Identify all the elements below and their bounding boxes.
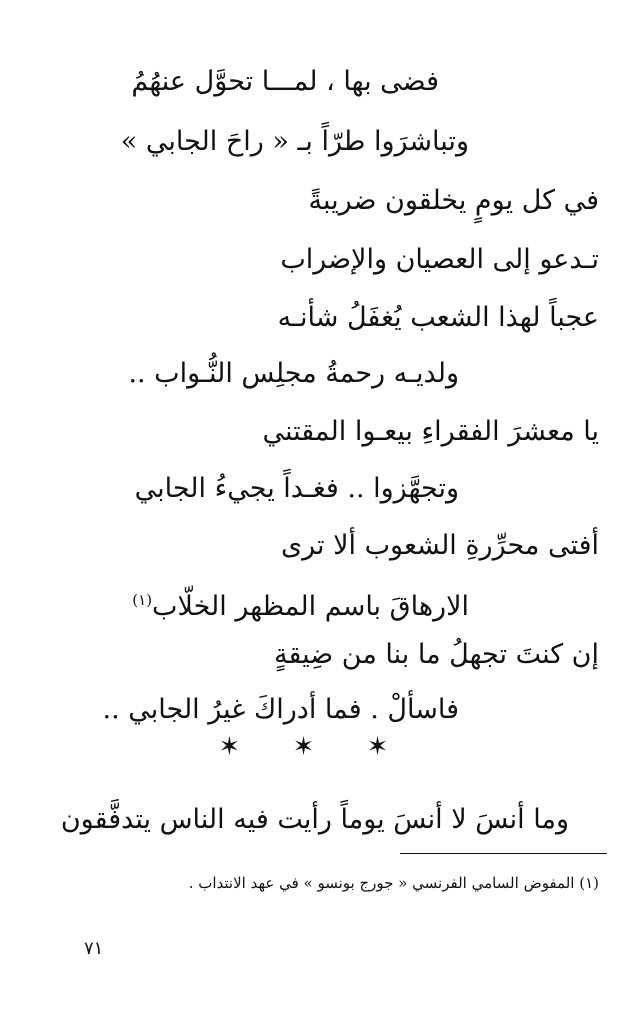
verse-line-1: فضى بها ، لمـــا تحوَّل عنهُمُ: [131, 66, 439, 97]
verse-line-2: وتباشرَوا طرّاً بـ « راحَ الجابي »: [120, 126, 469, 157]
verse-line-7: يا معشرَ الفقراءِ بيعـوا المقتني: [262, 416, 599, 447]
verse-line-10-text: الارهاقَ باسم المظهر الخلّاب: [152, 591, 469, 622]
footnote: (١) المفوض السامي الفرنسي « جورج بونسو » في عهد الانتداب .: [188, 874, 599, 892]
verse-line-8: وتجهَّزوا .. فغـداً يجيءُ الجابي: [134, 473, 459, 504]
verse-line-3: في كل يومٍ يخلقون ضريبةً: [308, 185, 599, 216]
prose-line: وما أنسَ لا أنسَ يوماً رأيت فيه الناس يتدفَّقون: [60, 804, 569, 835]
section-separator: ✶ ✶ ✶: [218, 732, 411, 762]
verse-line-5: عجباً لهذا الشعب يُغفَلُ شأنـه: [277, 302, 599, 333]
verse-line-12: فاسألْ . فما أدراكَ غيرُ الجابي ..: [102, 694, 459, 725]
verse-line-9: أفتى محرِّرةِ الشعوب ألا ترى: [280, 530, 599, 561]
verse-line-6: ولديـه رحمةُ مجلِس النُّـواب ..: [128, 358, 459, 389]
page-number: ٧١: [84, 938, 104, 959]
verse-line-11: إن كنتَ تجهلُ ما بنا من ضِيقةٍ: [274, 639, 599, 670]
footnote-divider: [400, 853, 607, 854]
verse-line-4: تـدعو إلى العصيان والإضراب: [280, 244, 599, 275]
verse-line-10: [132, 580, 469, 627]
footnote-marker: (١): [132, 591, 153, 609]
